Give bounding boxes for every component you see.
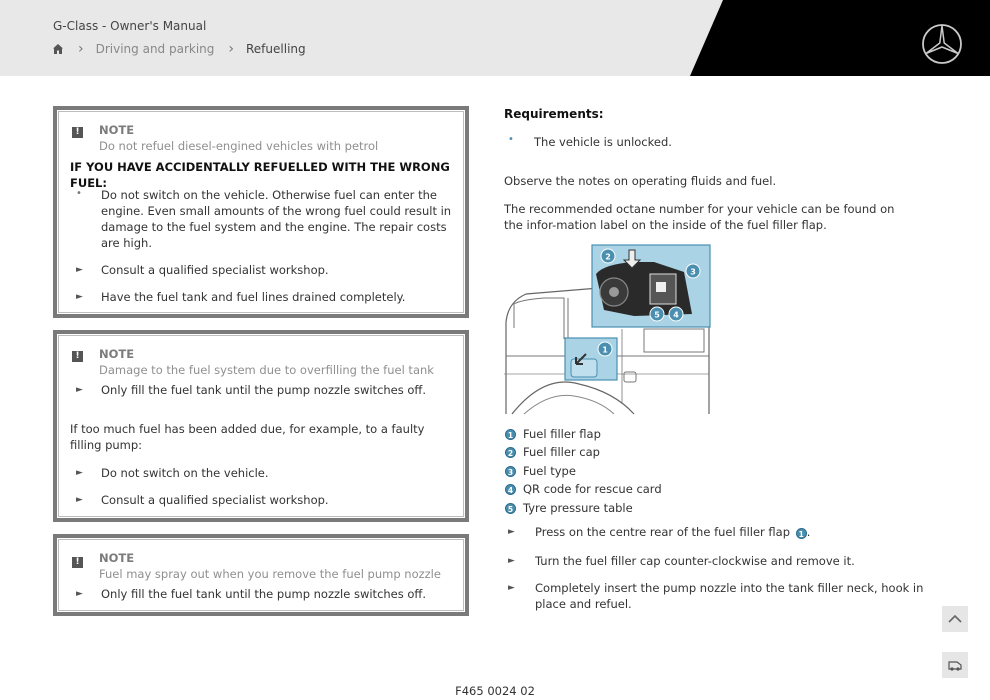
bullet-icon: •	[76, 188, 82, 199]
step-arrow-icon: ►	[508, 583, 515, 593]
note-subtitle: Do not refuel diesel-engined vehicles with petrol	[99, 139, 379, 153]
note-label: NOTE	[99, 347, 135, 361]
step-arrow-icon: ►	[76, 385, 83, 395]
figure-reference: F465 0024 02	[455, 684, 535, 698]
note-paragraph: If too much fuel has been added due, for example, to a faulty filling pump:	[70, 422, 425, 452]
svg-text:4: 4	[673, 310, 679, 320]
step-text: Press on the centre rear of the fuel filler flap 1 .	[535, 525, 811, 539]
legend-item: 5 Tyre pressure table	[505, 501, 633, 515]
step-arrow-icon: ►	[508, 527, 515, 537]
vehicle-icon	[947, 659, 963, 671]
note-step: Only fill the fuel tank until the pump nozzle switches off.	[101, 383, 427, 397]
step-arrow-icon: ►	[76, 495, 83, 505]
chevron-right-icon: ›	[78, 41, 84, 57]
breadcrumb-driving-and-parking[interactable]: Driving and parking	[95, 42, 215, 56]
note-label: NOTE	[99, 551, 135, 565]
note-box-overfilling	[53, 330, 469, 522]
legend-item: 2 Fuel filler cap	[505, 445, 600, 459]
note-label: NOTE	[99, 123, 135, 137]
step-text: Turn the fuel filler cap counter-clockwise and remove it.	[535, 554, 855, 568]
warning-icon: !	[72, 557, 83, 568]
note-box-wrong-fuel	[53, 106, 469, 318]
paragraph-notes: Observe the notes on operating fluids and fuel.	[504, 174, 777, 188]
note-heading: IF YOU HAVE ACCIDENTALLY REFUELLED WITH THE WRONG FUEL:	[70, 160, 450, 190]
chevron-up-icon	[948, 614, 962, 624]
home-icon[interactable]	[52, 43, 64, 55]
requirement-item: The vehicle is unlocked.	[534, 135, 672, 149]
vehicle-view-button[interactable]	[942, 652, 968, 678]
step-arrow-icon: ►	[76, 468, 83, 478]
mercedes-star-logo	[921, 23, 963, 65]
note-step: Only fill the fuel tank until the pump nozzle switches off.	[101, 587, 427, 601]
svg-text:2: 2	[605, 252, 611, 262]
breadcrumb-refuelling: Refuelling	[246, 42, 306, 56]
chevron-right-icon: ›	[228, 41, 234, 57]
note-step: Consult a qualified specialist workshop.	[101, 263, 329, 277]
note-step: Have the fuel tank and fuel lines drained completely.	[101, 290, 406, 304]
step-text: Completely insert the pump nozzle into the tank filler neck, hook in place and refuel.	[535, 581, 924, 611]
breadcrumb	[52, 41, 306, 57]
svg-text:5: 5	[654, 310, 660, 320]
warning-icon: !	[72, 351, 83, 362]
step-arrow-icon: ►	[76, 292, 83, 302]
warning-icon: !	[72, 127, 83, 138]
bullet-icon: •	[508, 134, 514, 145]
ref-badge: 1	[796, 528, 807, 539]
step-arrow-icon: ►	[76, 589, 83, 599]
scroll-to-top-button[interactable]	[942, 606, 968, 632]
note-bullet-text: Do not switch on the vehicle. Otherwise fuel can enter the engine. Even small amounts of the wrong fuel could result in damage to the fuel system and the engine. The repair costs are high.	[101, 188, 452, 250]
doc-title: G-Class - Owner's Manual	[53, 19, 207, 33]
step-arrow-icon: ►	[508, 556, 515, 566]
legend-item: 4 QR code for rescue card	[505, 482, 662, 496]
svg-text:1: 1	[602, 345, 608, 355]
legend-item: 3 Fuel type	[505, 464, 576, 478]
note-box-spray	[53, 534, 469, 616]
step-arrow-icon: ►	[76, 265, 83, 275]
fuel-filler-illustration	[504, 244, 714, 416]
note-subtitle: Fuel may spray out when you remove the fuel pump nozzle	[99, 567, 441, 581]
requirements-heading: Requirements:	[504, 107, 604, 121]
svg-text:3: 3	[690, 267, 696, 277]
note-subtitle: Damage to the fuel system due to overfilling the fuel tank	[99, 363, 434, 377]
note-step: Do not switch on the vehicle.	[101, 466, 269, 480]
paragraph-octane: The recommended octane number for your vehicle can be found on the infor-mation label on the inside of the fuel filler flap.	[504, 202, 895, 232]
note-step: Consult a qualified specialist workshop.	[101, 493, 329, 507]
legend-item: 1 Fuel filler flap	[505, 427, 601, 441]
header-bar	[0, 0, 990, 76]
